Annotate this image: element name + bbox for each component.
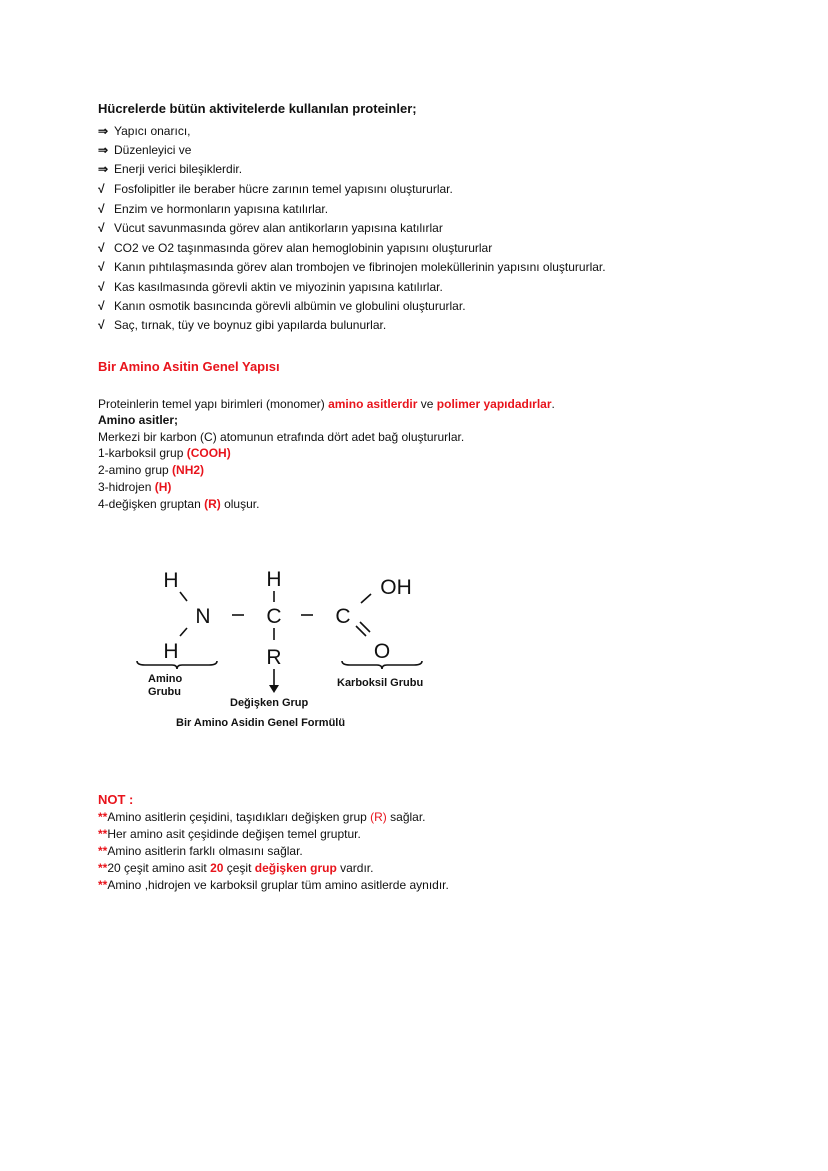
amino-group-label: Grubu <box>148 686 181 698</box>
text: Amino ,hidrojen ve karboksil gruplar tüm amino asitlerde aynıdır. <box>107 878 449 892</box>
highlight: (R) <box>370 810 387 824</box>
highlight: (NH2) <box>172 463 205 477</box>
bond <box>361 594 371 603</box>
check-icon: √ <box>98 241 105 255</box>
check-icon: √ <box>98 221 105 235</box>
item-text: Fosfolipitler ile beraber hücre zarının temel yapısını oluştururlar. <box>114 182 453 196</box>
text: oluşur. <box>220 497 260 511</box>
variable-group-label: Değişken Grup <box>230 697 309 709</box>
amino-group-label: Amino <box>148 673 183 685</box>
highlight: (H) <box>154 480 172 494</box>
check-icon: √ <box>98 280 105 294</box>
section-heading: Bir Amino Asitin Genel Yapısı <box>98 359 280 374</box>
item-text: Kas kasılmasında görevli aktin ve miyozinin yapısına katılırlar. <box>114 280 443 294</box>
asterisk-marker: ** <box>98 827 108 841</box>
item-text: Kanın osmotik basıncında görevli albümin ve globulini oluştururlar. <box>114 299 466 313</box>
note-item <box>98 861 373 875</box>
bond <box>180 628 187 636</box>
text: Amino asitlerin farklı olmasını sağlar. <box>107 844 303 858</box>
highlight: 20 <box>210 861 224 875</box>
paragraph: Merkezi bir karbon (C) atomunun etrafında dört adet bağ oluştururlar. <box>98 430 465 444</box>
highlight: (COOH) <box>186 446 231 460</box>
atom-oh: OH <box>380 576 412 599</box>
item-text: Vücut savunmasında görev alan antikorların yapısına katılırlar <box>114 221 443 235</box>
note-item <box>98 810 426 824</box>
check-icon: √ <box>98 260 105 274</box>
text: Proteinlerin temel yapı birimleri (monomer) <box>98 397 329 411</box>
text: ve <box>417 397 437 411</box>
item-text: CO2 ve O2 taşınmasında görev alan hemoglobinin yapısını oluştururlar <box>114 241 493 255</box>
text: Amino asitlerin çeşidini, taşıdıkları değişken grup <box>107 810 371 824</box>
arrow-icon: ⇒ <box>98 143 109 157</box>
text: 3-hidrojen <box>98 480 155 494</box>
atom-c: C <box>335 605 351 628</box>
asterisk-marker: ** <box>98 878 108 892</box>
text: 1-karboksil grup <box>98 446 187 460</box>
text: Her amino asit çeşidinde değişen temel gruptur. <box>107 827 361 841</box>
item-text: Enerji verici bileşiklerdir. <box>114 162 243 176</box>
subheading: Amino asitler; <box>98 413 179 427</box>
note-item <box>98 844 303 858</box>
note-item <box>98 827 361 841</box>
check-icon: √ <box>98 202 105 216</box>
carboxyl-group-label: Karboksil Grubu <box>337 677 424 689</box>
diagram-caption: Bir Amino Asidin Genel Formülü <box>176 717 346 729</box>
atom-r: R <box>266 646 282 669</box>
atom-h: H <box>163 640 179 663</box>
asterisk-marker: ** <box>98 844 108 858</box>
atom-n: N <box>195 605 211 628</box>
highlight: (R) <box>204 497 221 511</box>
intro-heading: Hücrelerde bütün aktivitelerde kullanılan proteinler; <box>98 101 417 116</box>
atom-h: H <box>163 569 179 592</box>
item-text: Düzenleyici ve <box>114 143 192 157</box>
text: 4-değişken gruptan <box>98 497 205 511</box>
check-icon: √ <box>98 318 105 332</box>
item-text: Saç, tırnak, tüy ve boynuz gibi yapılarda bulunurlar. <box>114 318 387 332</box>
note-heading: NOT : <box>98 792 134 807</box>
bond <box>180 592 187 601</box>
arrow-icon: ⇒ <box>98 124 109 138</box>
check-icon: √ <box>98 182 105 196</box>
atom-c: C <box>266 605 282 628</box>
asterisk-marker: ** <box>98 810 108 824</box>
text: 2-amino grup <box>98 463 173 477</box>
arrow-icon: ⇒ <box>98 162 109 176</box>
text: sağlar. <box>386 810 426 824</box>
check-icon: √ <box>98 299 105 313</box>
highlight: değişken grup <box>254 861 337 875</box>
note-item <box>98 878 449 892</box>
arrow-down-icon <box>269 685 279 693</box>
text: 20 çeşit amino asit <box>107 861 211 875</box>
item-text: Kanın pıhtılaşmasında görev alan trombojen ve fibrinojen moleküllerinin yapısını oluştururlar. <box>114 260 606 274</box>
text: çeşit <box>223 861 255 875</box>
highlight: polimer yapıdadırlar <box>436 397 552 411</box>
text: . <box>551 397 555 411</box>
text: vardır. <box>336 861 374 875</box>
asterisk-marker: ** <box>98 861 108 875</box>
highlight: amino asitlerdir <box>328 397 418 411</box>
item-text: Enzim ve hormonların yapısına katılırlar. <box>114 202 329 216</box>
atom-o: O <box>373 640 391 663</box>
item-text: Yapıcı onarıcı, <box>114 124 191 138</box>
atom-h: H <box>266 568 282 591</box>
